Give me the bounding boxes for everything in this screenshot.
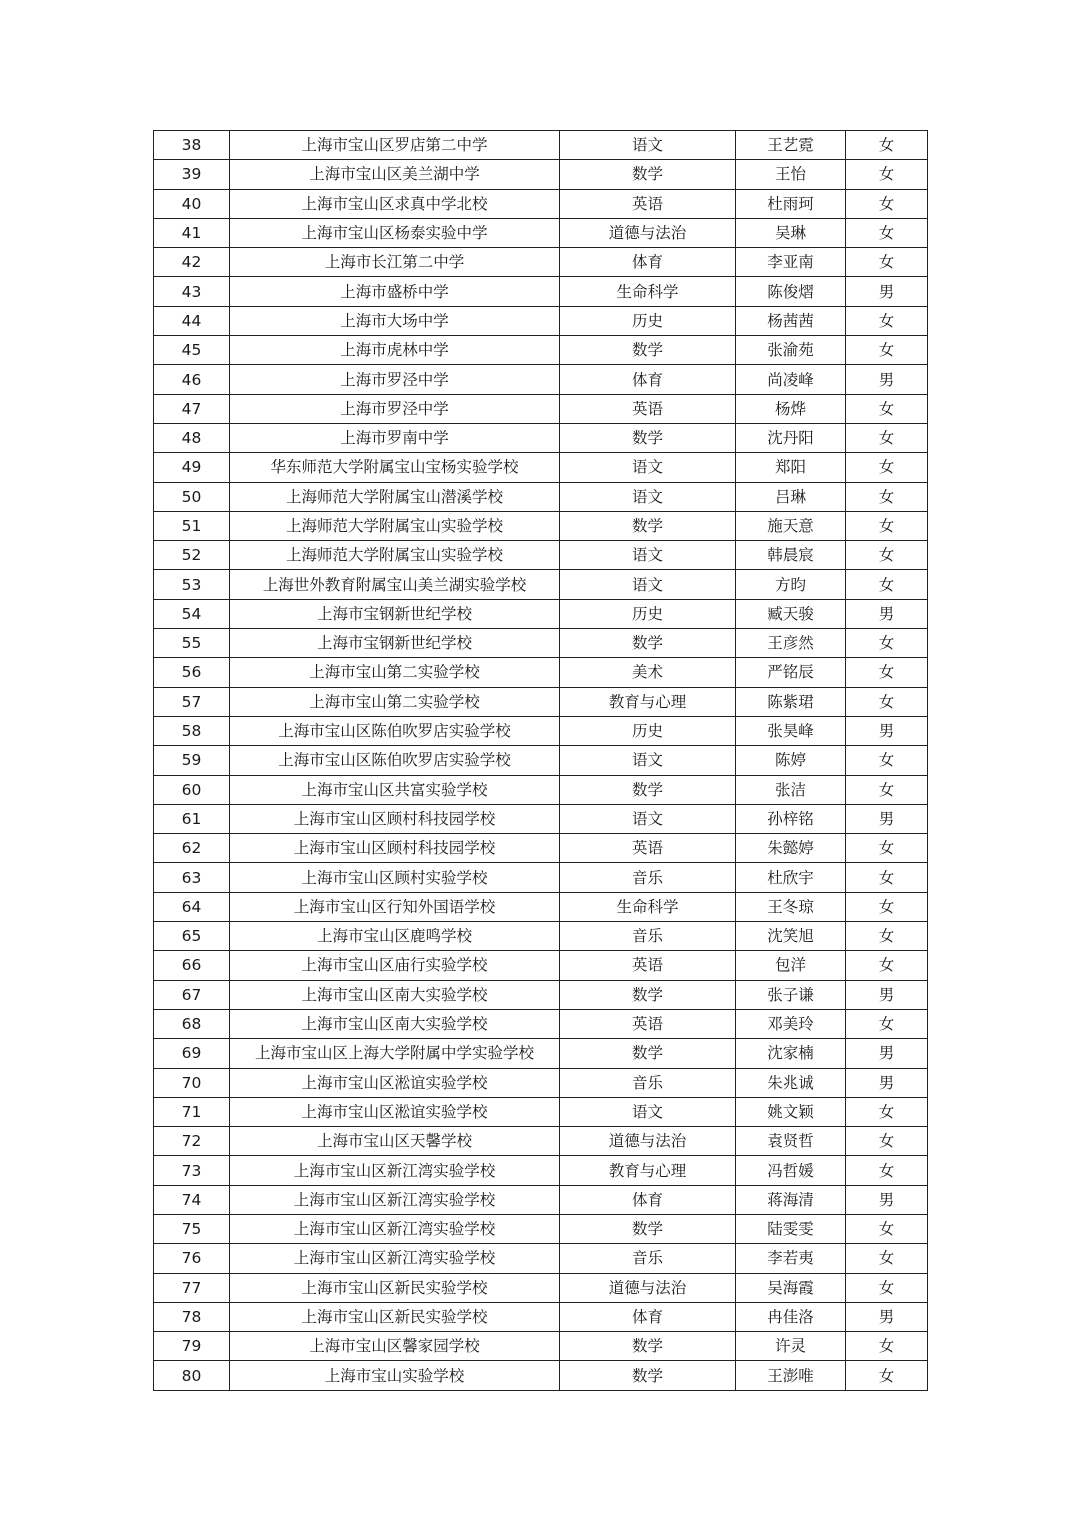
- gender-cell: 女: [846, 541, 928, 570]
- row-number-cell: 77: [154, 1273, 230, 1302]
- subject-cell: 语文: [560, 570, 736, 599]
- subject-cell: 语文: [560, 453, 736, 482]
- subject-cell: 历史: [560, 716, 736, 745]
- row-number-cell: 67: [154, 980, 230, 1009]
- row-number-cell: 73: [154, 1156, 230, 1185]
- school-cell: 上海市宝山区新江湾实验学校: [230, 1244, 560, 1273]
- name-cell: 吴海霞: [736, 1273, 846, 1302]
- school-cell: 上海市宝山区馨家园学校: [230, 1332, 560, 1361]
- gender-cell: 女: [846, 1273, 928, 1302]
- school-cell: 上海市宝钢新世纪学校: [230, 629, 560, 658]
- table-row: [154, 248, 928, 277]
- gender-cell: 女: [846, 922, 928, 951]
- table-row: [154, 1185, 928, 1214]
- table-row: [154, 336, 928, 365]
- gender-cell: 女: [846, 189, 928, 218]
- subject-cell: 英语: [560, 951, 736, 980]
- name-cell: 冯哲媛: [736, 1156, 846, 1185]
- school-cell: 上海市罗南中学: [230, 423, 560, 452]
- school-cell: 上海市宝钢新世纪学校: [230, 599, 560, 628]
- table-row: [154, 775, 928, 804]
- row-number-cell: 66: [154, 951, 230, 980]
- gender-cell: 女: [846, 1009, 928, 1038]
- row-number-cell: 54: [154, 599, 230, 628]
- table-row: [154, 599, 928, 628]
- gender-cell: 女: [846, 863, 928, 892]
- name-cell: 严铭辰: [736, 658, 846, 687]
- school-cell: 上海世外教育附属宝山美兰湖实验学校: [230, 570, 560, 599]
- table-row: [154, 189, 928, 218]
- school-cell: 上海市罗泾中学: [230, 394, 560, 423]
- roster-table-body: [154, 131, 928, 1391]
- school-cell: 上海市大场中学: [230, 306, 560, 335]
- subject-cell: 数学: [560, 336, 736, 365]
- gender-cell: 男: [846, 1302, 928, 1331]
- name-cell: 张渝苑: [736, 336, 846, 365]
- table-row: [154, 658, 928, 687]
- row-number-cell: 58: [154, 716, 230, 745]
- name-cell: 王怡: [736, 160, 846, 189]
- name-cell: 臧天骏: [736, 599, 846, 628]
- name-cell: 朱兆诚: [736, 1068, 846, 1097]
- subject-cell: 体育: [560, 1185, 736, 1214]
- name-cell: 沈笑旭: [736, 922, 846, 951]
- name-cell: 陈婷: [736, 746, 846, 775]
- school-cell: 上海市宝山区庙行实验学校: [230, 951, 560, 980]
- subject-cell: 道德与法治: [560, 1127, 736, 1156]
- row-number-cell: 43: [154, 277, 230, 306]
- gender-cell: 女: [846, 1097, 928, 1126]
- school-cell: 上海市宝山区南大实验学校: [230, 980, 560, 1009]
- table-row: [154, 1273, 928, 1302]
- school-cell: 上海市宝山区顾村科技园学校: [230, 834, 560, 863]
- row-number-cell: 76: [154, 1244, 230, 1273]
- school-cell: 上海市宝山区鹿鸣学校: [230, 922, 560, 951]
- name-cell: 孙梓铭: [736, 804, 846, 833]
- gender-cell: 女: [846, 1244, 928, 1273]
- table-row: [154, 541, 928, 570]
- gender-cell: 女: [846, 834, 928, 863]
- subject-cell: 数学: [560, 423, 736, 452]
- gender-cell: 女: [846, 1361, 928, 1390]
- row-number-cell: 55: [154, 629, 230, 658]
- row-number-cell: 51: [154, 511, 230, 540]
- row-number-cell: 74: [154, 1185, 230, 1214]
- gender-cell: 女: [846, 629, 928, 658]
- table-row: [154, 1097, 928, 1126]
- row-number-cell: 42: [154, 248, 230, 277]
- row-number-cell: 50: [154, 482, 230, 511]
- subject-cell: 语文: [560, 541, 736, 570]
- subject-cell: 美术: [560, 658, 736, 687]
- row-number-cell: 39: [154, 160, 230, 189]
- row-number-cell: 69: [154, 1039, 230, 1068]
- subject-cell: 历史: [560, 599, 736, 628]
- gender-cell: 女: [846, 160, 928, 189]
- subject-cell: 体育: [560, 1302, 736, 1331]
- subject-cell: 数学: [560, 1332, 736, 1361]
- table-row: [154, 1302, 928, 1331]
- school-cell: 上海师范大学附属宝山实验学校: [230, 541, 560, 570]
- subject-cell: 历史: [560, 306, 736, 335]
- table-row: [154, 951, 928, 980]
- school-cell: 上海市宝山区求真中学北校: [230, 189, 560, 218]
- school-cell: 上海市长江第二中学: [230, 248, 560, 277]
- gender-cell: 男: [846, 716, 928, 745]
- gender-cell: 男: [846, 1068, 928, 1097]
- name-cell: 王艺霓: [736, 131, 846, 160]
- school-cell: 上海市虎林中学: [230, 336, 560, 365]
- school-cell: 上海师范大学附属宝山实验学校: [230, 511, 560, 540]
- gender-cell: 女: [846, 1332, 928, 1361]
- school-cell: 上海市宝山区顾村科技园学校: [230, 804, 560, 833]
- name-cell: 包洋: [736, 951, 846, 980]
- school-cell: 上海市宝山区天馨学校: [230, 1127, 560, 1156]
- row-number-cell: 49: [154, 453, 230, 482]
- school-cell: 上海市罗泾中学: [230, 365, 560, 394]
- subject-cell: 语文: [560, 1097, 736, 1126]
- row-number-cell: 44: [154, 306, 230, 335]
- school-cell: 上海市宝山区上海大学附属中学实验学校: [230, 1039, 560, 1068]
- row-number-cell: 70: [154, 1068, 230, 1097]
- gender-cell: 男: [846, 365, 928, 394]
- table-row: [154, 892, 928, 921]
- school-cell: 华东师范大学附属宝山宝杨实验学校: [230, 453, 560, 482]
- subject-cell: 数学: [560, 775, 736, 804]
- table-row: [154, 804, 928, 833]
- name-cell: 张子谦: [736, 980, 846, 1009]
- name-cell: 许灵: [736, 1332, 846, 1361]
- row-number-cell: 53: [154, 570, 230, 599]
- gender-cell: 女: [846, 1156, 928, 1185]
- subject-cell: 数学: [560, 511, 736, 540]
- table-row: [154, 1009, 928, 1038]
- gender-cell: 女: [846, 1127, 928, 1156]
- name-cell: 尚凌峰: [736, 365, 846, 394]
- table-row: [154, 863, 928, 892]
- gender-cell: 女: [846, 453, 928, 482]
- subject-cell: 语文: [560, 804, 736, 833]
- subject-cell: 数学: [560, 160, 736, 189]
- school-cell: 上海市宝山区新江湾实验学校: [230, 1185, 560, 1214]
- subject-cell: 生命科学: [560, 892, 736, 921]
- table-row: [154, 746, 928, 775]
- row-number-cell: 57: [154, 687, 230, 716]
- subject-cell: 数学: [560, 1361, 736, 1390]
- gender-cell: 男: [846, 1039, 928, 1068]
- school-cell: 上海市宝山区淞谊实验学校: [230, 1097, 560, 1126]
- name-cell: 袁贤哲: [736, 1127, 846, 1156]
- subject-cell: 教育与心理: [560, 687, 736, 716]
- table-row: [154, 423, 928, 452]
- school-cell: 上海市宝山区美兰湖中学: [230, 160, 560, 189]
- school-cell: 上海市盛桥中学: [230, 277, 560, 306]
- table-row: [154, 980, 928, 1009]
- table-row: [154, 687, 928, 716]
- name-cell: 杨烨: [736, 394, 846, 423]
- table-row: [154, 511, 928, 540]
- name-cell: 韩晨宸: [736, 541, 846, 570]
- name-cell: 施天意: [736, 511, 846, 540]
- row-number-cell: 63: [154, 863, 230, 892]
- name-cell: 陆雯雯: [736, 1214, 846, 1243]
- row-number-cell: 75: [154, 1214, 230, 1243]
- subject-cell: 体育: [560, 365, 736, 394]
- gender-cell: 女: [846, 336, 928, 365]
- table-row: [154, 160, 928, 189]
- name-cell: 沈丹阳: [736, 423, 846, 452]
- table-row: [154, 306, 928, 335]
- subject-cell: 语文: [560, 131, 736, 160]
- gender-cell: 女: [846, 746, 928, 775]
- table-row: [154, 1214, 928, 1243]
- row-number-cell: 64: [154, 892, 230, 921]
- gender-cell: 女: [846, 570, 928, 599]
- table-row: [154, 394, 928, 423]
- name-cell: 陈俊熠: [736, 277, 846, 306]
- school-cell: 上海市宝山区淞谊实验学校: [230, 1068, 560, 1097]
- school-cell: 上海市宝山第二实验学校: [230, 687, 560, 716]
- table-row: [154, 1068, 928, 1097]
- gender-cell: 女: [846, 248, 928, 277]
- name-cell: 朱懿婷: [736, 834, 846, 863]
- school-cell: 上海市宝山区行知外国语学校: [230, 892, 560, 921]
- row-number-cell: 41: [154, 218, 230, 247]
- subject-cell: 数学: [560, 1039, 736, 1068]
- school-cell: 上海市宝山区新民实验学校: [230, 1302, 560, 1331]
- name-cell: 李若夷: [736, 1244, 846, 1273]
- table-row: [154, 1361, 928, 1390]
- subject-cell: 音乐: [560, 922, 736, 951]
- row-number-cell: 40: [154, 189, 230, 218]
- row-number-cell: 59: [154, 746, 230, 775]
- subject-cell: 音乐: [560, 863, 736, 892]
- row-number-cell: 72: [154, 1127, 230, 1156]
- gender-cell: 女: [846, 306, 928, 335]
- name-cell: 郑阳: [736, 453, 846, 482]
- row-number-cell: 65: [154, 922, 230, 951]
- gender-cell: 女: [846, 423, 928, 452]
- school-cell: 上海市宝山区陈伯吹罗店实验学校: [230, 746, 560, 775]
- gender-cell: 女: [846, 394, 928, 423]
- subject-cell: 音乐: [560, 1068, 736, 1097]
- school-cell: 上海市宝山实验学校: [230, 1361, 560, 1390]
- name-cell: 吴琳: [736, 218, 846, 247]
- gender-cell: 女: [846, 892, 928, 921]
- row-number-cell: 71: [154, 1097, 230, 1126]
- name-cell: 冉佳洛: [736, 1302, 846, 1331]
- subject-cell: 语文: [560, 746, 736, 775]
- school-cell: 上海市宝山区杨泰实验中学: [230, 218, 560, 247]
- table-row: [154, 834, 928, 863]
- subject-cell: 英语: [560, 1009, 736, 1038]
- subject-cell: 英语: [560, 394, 736, 423]
- table-row: [154, 277, 928, 306]
- school-cell: 上海市宝山第二实验学校: [230, 658, 560, 687]
- row-number-cell: 60: [154, 775, 230, 804]
- subject-cell: 数学: [560, 629, 736, 658]
- table-row: [154, 629, 928, 658]
- subject-cell: 数学: [560, 980, 736, 1009]
- table-row: [154, 570, 928, 599]
- subject-cell: 音乐: [560, 1244, 736, 1273]
- table-row: [154, 1039, 928, 1068]
- gender-cell: 女: [846, 687, 928, 716]
- name-cell: 蒋海清: [736, 1185, 846, 1214]
- gender-cell: 女: [846, 131, 928, 160]
- name-cell: 杜雨珂: [736, 189, 846, 218]
- table-row: [154, 482, 928, 511]
- subject-cell: 语文: [560, 482, 736, 511]
- name-cell: 李亚南: [736, 248, 846, 277]
- gender-cell: 女: [846, 951, 928, 980]
- gender-cell: 女: [846, 775, 928, 804]
- table-row: [154, 922, 928, 951]
- subject-cell: 道德与法治: [560, 218, 736, 247]
- table-row: [154, 716, 928, 745]
- gender-cell: 男: [846, 980, 928, 1009]
- gender-cell: 男: [846, 1185, 928, 1214]
- name-cell: 陈紫珺: [736, 687, 846, 716]
- gender-cell: 男: [846, 277, 928, 306]
- row-number-cell: 68: [154, 1009, 230, 1038]
- name-cell: 杨茜茜: [736, 306, 846, 335]
- name-cell: 张昊峰: [736, 716, 846, 745]
- subject-cell: 教育与心理: [560, 1156, 736, 1185]
- name-cell: 邓美玲: [736, 1009, 846, 1038]
- row-number-cell: 80: [154, 1361, 230, 1390]
- subject-cell: 生命科学: [560, 277, 736, 306]
- school-cell: 上海市宝山区陈伯吹罗店实验学校: [230, 716, 560, 745]
- table-row: [154, 365, 928, 394]
- name-cell: 王澎唯: [736, 1361, 846, 1390]
- subject-cell: 数学: [560, 1214, 736, 1243]
- table-row: [154, 131, 928, 160]
- row-number-cell: 48: [154, 423, 230, 452]
- name-cell: 姚文颖: [736, 1097, 846, 1126]
- subject-cell: 体育: [560, 248, 736, 277]
- name-cell: 王彦然: [736, 629, 846, 658]
- school-cell: 上海市宝山区新江湾实验学校: [230, 1214, 560, 1243]
- row-number-cell: 79: [154, 1332, 230, 1361]
- row-number-cell: 46: [154, 365, 230, 394]
- table-row: [154, 1244, 928, 1273]
- name-cell: 杜欣宇: [736, 863, 846, 892]
- school-cell: 上海市宝山区顾村实验学校: [230, 863, 560, 892]
- table-row: [154, 1332, 928, 1361]
- table-row: [154, 218, 928, 247]
- teacher-roster-table: [153, 130, 928, 1391]
- gender-cell: 男: [846, 804, 928, 833]
- name-cell: 张洁: [736, 775, 846, 804]
- gender-cell: 女: [846, 1214, 928, 1243]
- subject-cell: 英语: [560, 189, 736, 218]
- row-number-cell: 47: [154, 394, 230, 423]
- row-number-cell: 52: [154, 541, 230, 570]
- row-number-cell: 78: [154, 1302, 230, 1331]
- school-cell: 上海市宝山区南大实验学校: [230, 1009, 560, 1038]
- school-cell: 上海市宝山区罗店第二中学: [230, 131, 560, 160]
- table-row: [154, 453, 928, 482]
- row-number-cell: 38: [154, 131, 230, 160]
- row-number-cell: 56: [154, 658, 230, 687]
- school-cell: 上海市宝山区新民实验学校: [230, 1273, 560, 1302]
- name-cell: 王冬琼: [736, 892, 846, 921]
- name-cell: 吕琳: [736, 482, 846, 511]
- row-number-cell: 62: [154, 834, 230, 863]
- gender-cell: 女: [846, 658, 928, 687]
- gender-cell: 女: [846, 482, 928, 511]
- gender-cell: 男: [846, 599, 928, 628]
- name-cell: 方昀: [736, 570, 846, 599]
- table-row: [154, 1127, 928, 1156]
- table-row: [154, 1156, 928, 1185]
- gender-cell: 女: [846, 218, 928, 247]
- subject-cell: 道德与法治: [560, 1273, 736, 1302]
- name-cell: 沈家楠: [736, 1039, 846, 1068]
- subject-cell: 英语: [560, 834, 736, 863]
- school-cell: 上海市宝山区新江湾实验学校: [230, 1156, 560, 1185]
- row-number-cell: 45: [154, 336, 230, 365]
- row-number-cell: 61: [154, 804, 230, 833]
- gender-cell: 女: [846, 511, 928, 540]
- school-cell: 上海市宝山区共富实验学校: [230, 775, 560, 804]
- school-cell: 上海师范大学附属宝山潜溪学校: [230, 482, 560, 511]
